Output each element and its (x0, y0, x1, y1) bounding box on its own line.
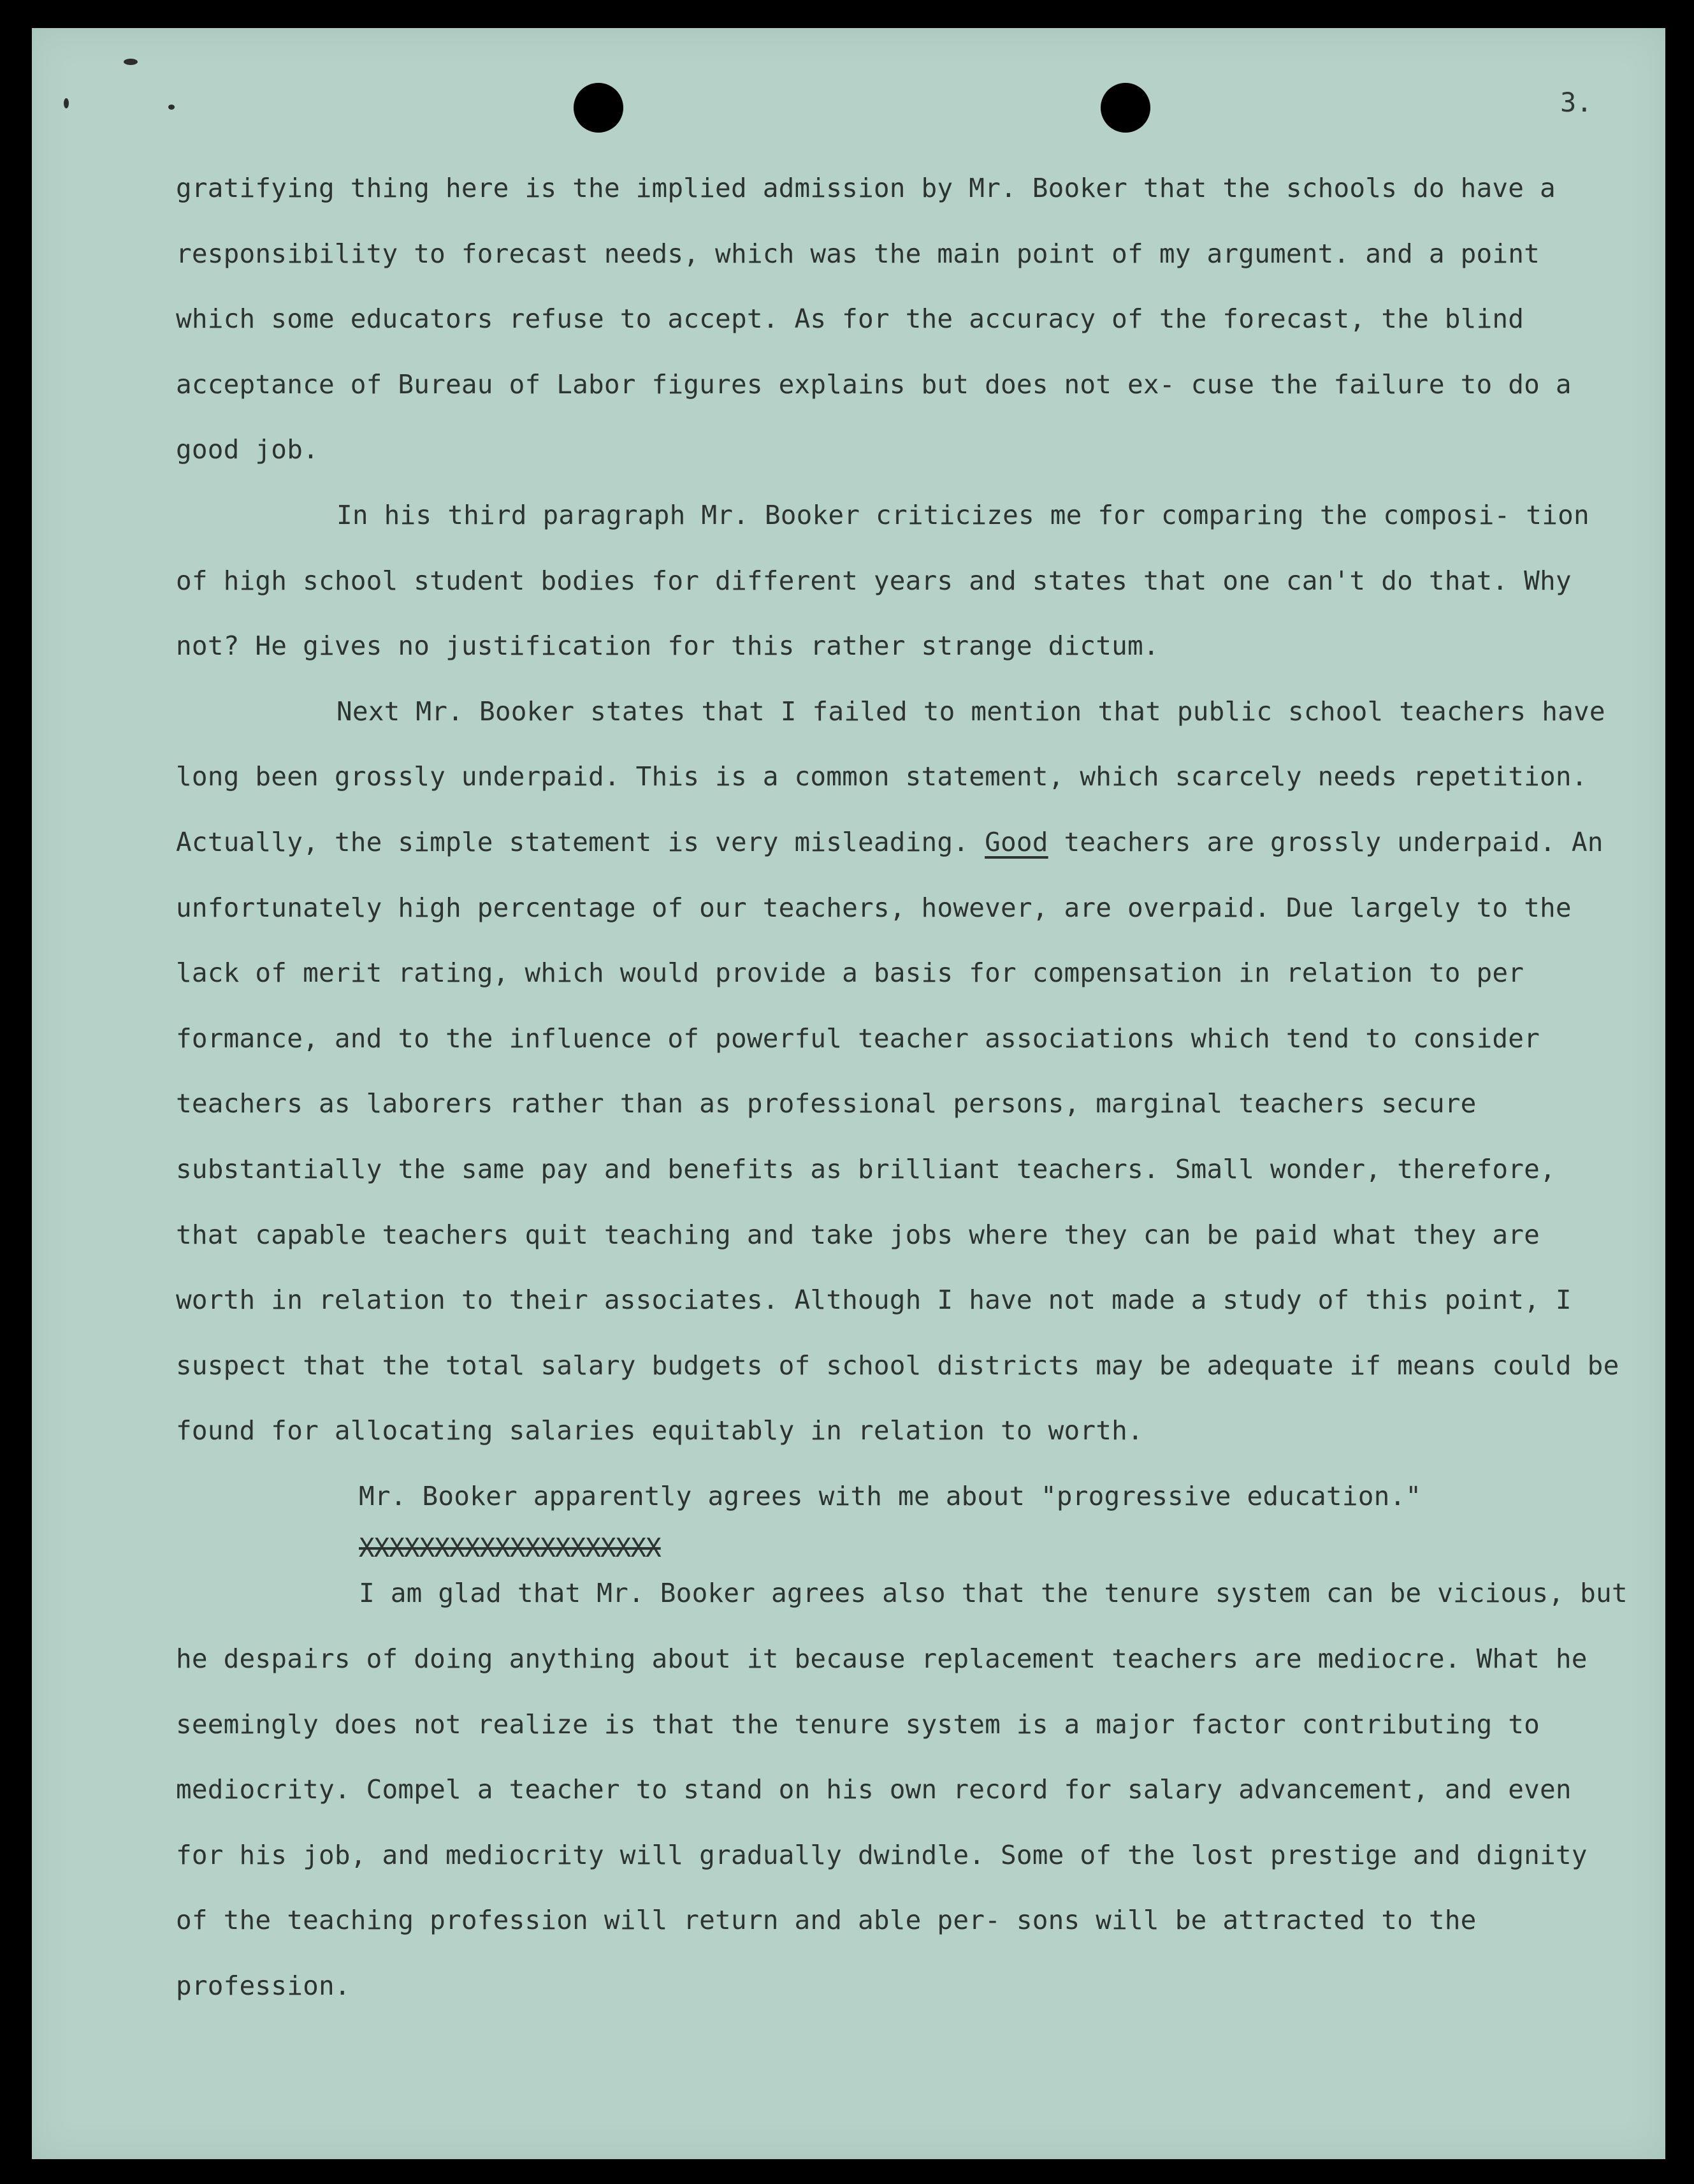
struck-out-line (176, 1529, 1629, 1562)
paragraph-5: I am glad that Mr. Booker agrees also that the tenure system can be vicious, but he despairs of doing anything about it because replacement teachers are mediocre. What he seemingly does not realize is that the tenure system is a major factor contributing to mediocrity. Compel a teacher to stand on his own record for salary advancement, and even for his job, and mediocrity will gradually dwindle. Some of the lost prestige and dignity of the teaching profession will return and able per- sons will be attracted to the profession. (176, 1578, 1628, 2002)
typed-text-body (176, 156, 1629, 2019)
page-number: 3. (1560, 87, 1593, 118)
underlined-word: Good (985, 826, 1048, 857)
ink-speck (124, 59, 138, 65)
paragraph-4: Mr. Booker apparently agrees with me about "progressive education." (359, 1480, 1422, 1511)
struck-out-text: XXXXXXXXXXXXXXXXXXXX (359, 1532, 661, 1564)
document-page (32, 28, 1665, 2159)
paragraph-1: gratifying thing here is the implied admission by Mr. Booker that the schools do have a responsibility to forecast needs, which was the main point of my argument. and a point which some educators refuse to accept. As for the accuracy of the forecast, the blind acceptance of Bureau of Labor figures explains but does not ex- cuse the failure to do a good job. (176, 173, 1572, 465)
ink-speck (64, 98, 69, 108)
paragraph-3 (176, 679, 1629, 1464)
punch-hole-left (574, 83, 623, 133)
paragraph-3-start: Next Mr. Booker states that I failed to mention that public school teachers have long been grossly underpaid. This is a common statement, which scarcely needs repetition. Actually, the simple statement is very misleading. (176, 695, 1605, 857)
punch-hole-right (1101, 83, 1150, 133)
paragraph-3-end: teachers are grossly underpaid. An unfortunately high percentage of our teachers, however, are overpaid. Due largely to the lack of merit rating, which would provide a basis for compensation in relation to per formance, and to the influence of powerful teacher associations which tend to consider teachers as laborers rather than as professional persons, marginal teachers secure substantially the same pay and benefits as brilliant teachers. Small wonder, therefore, that capable teachers quit teaching and take jobs where they can be paid what they are worth in relation to their associates. Although I have not made a study of this point, I suspect that the total salary budgets of school districts may be adequate if means could be found for allocating salaries equitably in relation to worth. (176, 826, 1619, 1446)
paragraph-2: In his third paragraph Mr. Booker criticizes me for comparing the composi- tion of high school student bodies for different years and states that one can't do that. Why not? He gives no justification for this rather strange dictum. (176, 499, 1589, 662)
ink-speck (168, 105, 175, 110)
